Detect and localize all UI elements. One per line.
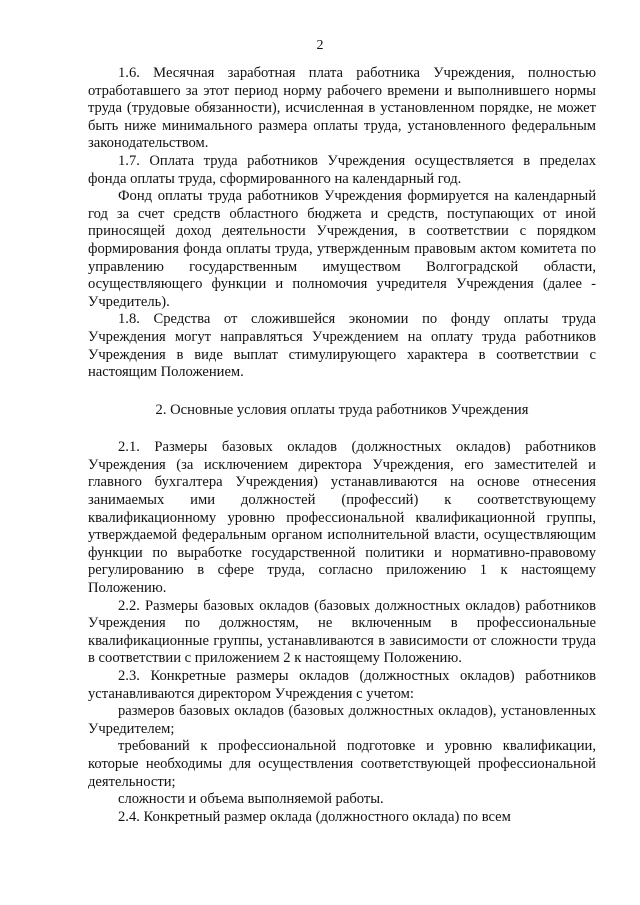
- paragraph-1-6: 1.6. Месячная заработная плата работника Учреждения, полностью отработавшего за этот период норму рабочего времени и выполнившего нормы труда (трудовые обязанности), исчисленная в установленном порядке, не может быть ниже минимального размера оплаты труда, установленного федеральным законодательством.: [88, 65, 596, 152]
- section-heading: 2. Основные условия оплаты труда работников Учреждения: [155, 401, 529, 418]
- paragraph-fund: Фонд оплаты труда работников Учреждения формируется на календарный год за счет средств областного бюджета и средств, поступающих от иной приносящей доход деятельности Учреждения, в соответствии с порядком формирования фонда оплаты труда, утвержденным правовым актом комитета по управлению государственным имуществом Волгоградской области, осуществляющего функции и полномочия учредителя Учреждения (далее - Учредитель).: [88, 188, 596, 310]
- paragraph-2-3: 2.3. Конкретные размеры окладов (должностных окладов) работников устанавливаются директором Учреждения с учетом:: [88, 668, 596, 702]
- paragraph-2-1: 2.1. Размеры базовых окладов (должностных окладов) работников Учреждения (за исключением директора Учреждения, его заместителей и главного бухгалтера Учреждения) устанавливаются на основе отнесения занимаемых ими должностей (профессий) к соответствующему квалификационному уровню профессиональной квалификационной группы, утверждаемой федеральным органом исполнительной власти, осуществляющим функции по выработке государственной политики и нормативно-правовому регулированию в сфере труда, согласно приложению 1 к настоящему Положению.: [88, 439, 596, 597]
- paragraph-2-3-item-2: требований к профессиональной подготовке и уровню квалификации, которые необходимы для осуществления соответствующей профессиональной деятельности;: [88, 738, 596, 790]
- page-number: 2: [316, 38, 324, 53]
- paragraph-1-8: 1.8. Средства от сложившейся экономии по фонду оплаты труда Учреждения могут направляться Учреждением на оплату труда работников Учреждения в виде выплат стимулирующего характера в соответствии с настоящим Положением.: [88, 311, 596, 381]
- paragraph-1-7: 1.7. Оплата труда работников Учреждения осуществляется в пределах фонда оплаты труда, сформированного на календарный год.: [88, 152, 596, 187]
- paragraph-2-3-item-3: сложности и объема выполняемой работы.: [118, 791, 384, 808]
- paragraph-2-4: 2.4. Конкретный размер оклада (должностного оклада) по всем: [118, 808, 511, 825]
- paragraph-2-2: 2.2. Размеры базовых окладов (базовых должностных окладов) работников Учреждения по должностям, не включенным в профессиональные квалификационные группы, устанавливаются в зависимости от сложности труда в соответствии с приложением 2 к настоящему Положению.: [88, 597, 596, 667]
- document-body: [88, 65, 596, 826]
- paragraph-2-3-item-1: размеров базовых окладов (базовых должностных окладов), установленных Учредителем;: [88, 703, 596, 737]
